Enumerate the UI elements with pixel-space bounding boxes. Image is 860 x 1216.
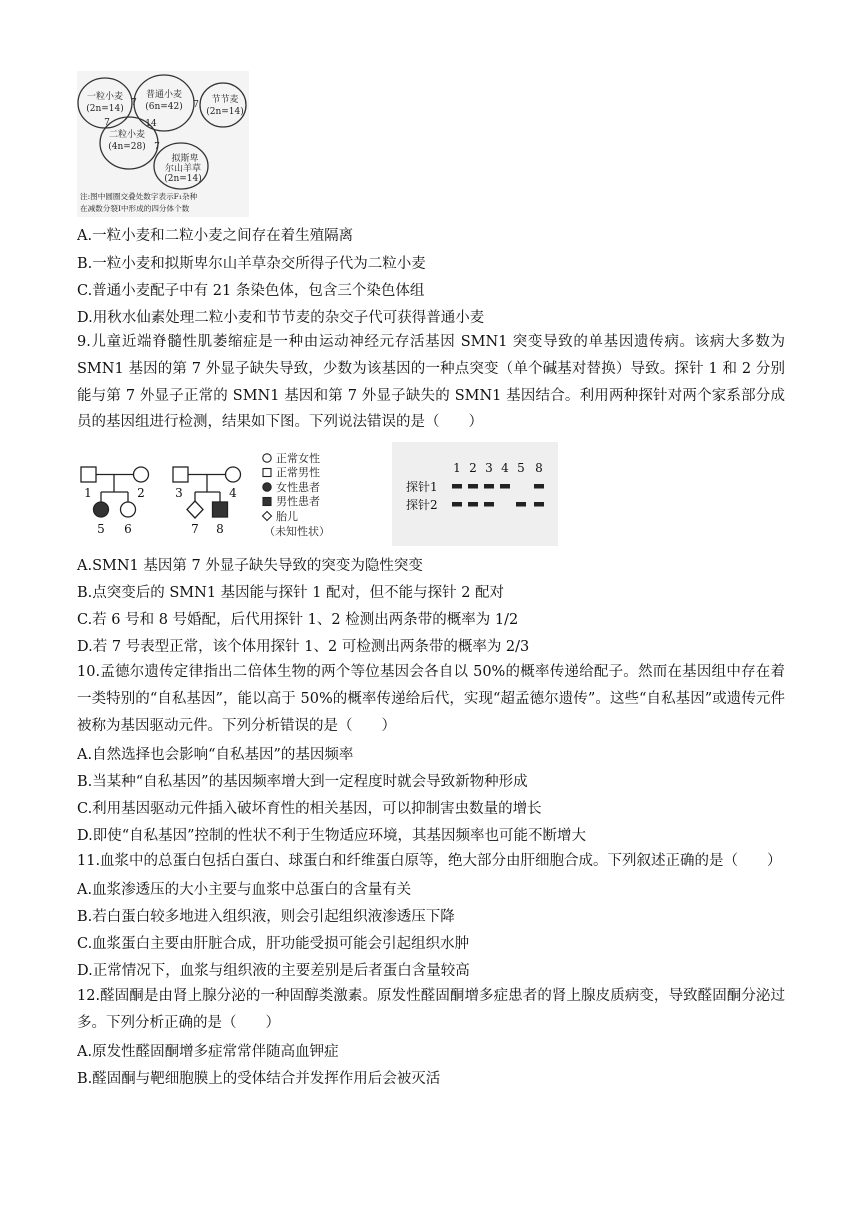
circle-formula-common-wheat: (6n=42) bbox=[145, 102, 183, 112]
circle-label-speltoides: 拟斯卑 bbox=[171, 154, 199, 164]
gel-row-label-probe1: 探针1 bbox=[406, 480, 438, 494]
normal-female-symbol bbox=[263, 454, 271, 462]
affected-male-symbol bbox=[263, 498, 271, 506]
overlap-number: 7 bbox=[193, 100, 199, 110]
figure-note-line1: 注:图中圆圈交叠处数字表示F₁杂种 bbox=[80, 192, 198, 201]
gel-band bbox=[516, 502, 526, 507]
gel-band bbox=[452, 502, 462, 507]
q12-option-b: B.醛固酮与靶细胞膜上的受体结合并发挥作用后会被灭活 bbox=[77, 1071, 441, 1087]
circle-label-goatgrass: 节节麦 bbox=[211, 95, 239, 105]
wheat-relationship-figure bbox=[77, 71, 249, 217]
gel-band bbox=[468, 502, 478, 507]
q12-stem: 12.醛固酮是由肾上腺分泌的一种固醇类激素。原发性醛固酮增多症患者的肾上腺皮质病变，导致醛固酮分泌过多。下列分析正确的是（ ） bbox=[77, 988, 785, 1031]
legend-affected-female: 女性患者 bbox=[276, 481, 320, 494]
affected-female-symbol bbox=[263, 483, 271, 491]
q9-option-d: D.若 7 号表型正常，该个体用探针 1、2 可检测出两条带的概率为 2/3 bbox=[77, 639, 530, 655]
q11-option-b: B.若白蛋白较多地进入组织液，则会引起组织液渗透压下降 bbox=[77, 909, 455, 925]
legend-fetus-note: （未知性状） bbox=[264, 525, 330, 538]
gel-row-label-probe2: 探针2 bbox=[406, 498, 438, 512]
overlap-number: 7 bbox=[154, 142, 160, 152]
gel-column-label: 5 bbox=[517, 461, 525, 475]
pedigree-number: 7 bbox=[191, 522, 199, 536]
pedigree-number: 8 bbox=[216, 522, 224, 536]
normal-male-symbol bbox=[263, 469, 271, 477]
circle-label-einkorn: 一粒小麦 bbox=[86, 92, 124, 102]
q9-option-c: C.若 6 号和 8 号婚配，后代用探针 1、2 检测出两条带的概率为 1/2 bbox=[77, 612, 519, 628]
gel-column-label: 2 bbox=[469, 461, 477, 475]
q11-option-d: D.正常情况下，血浆与组织液的主要差别是后者蛋白含量较高 bbox=[77, 963, 470, 979]
q10-option-a: A.自然选择也会影响“自私基因”的基因频率 bbox=[77, 747, 354, 763]
q8-option-c: C.普通小麦配子中有 21 条染色体，包含三个染色体组 bbox=[77, 283, 425, 299]
q8-option-b: B.一粒小麦和拟斯卑尔山羊草杂交所得子代为二粒小麦 bbox=[77, 256, 426, 272]
gel-bands bbox=[452, 484, 544, 507]
gel-band bbox=[534, 484, 544, 489]
fetus-symbol bbox=[263, 512, 272, 521]
circle-formula-einkorn: (2n=14) bbox=[86, 104, 124, 114]
pedigree-and-gel-figure bbox=[77, 440, 561, 548]
q10-option-d: D.即使“自私基因”控制的性状不利于生物适应环境，其基因频率也可能不断增大 bbox=[77, 828, 587, 844]
figure-note-line2: 在减数分裂Ⅰ中形成的四分体个数 bbox=[80, 204, 190, 213]
pedigree-number: 3 bbox=[175, 486, 183, 500]
pedigree-number: 6 bbox=[124, 522, 132, 536]
q10-option-b: B.当某种“自私基因”的基因频率增大到一定程度时就会导致新物种形成 bbox=[77, 774, 528, 790]
circle-label-common-wheat: 普通小麦 bbox=[145, 90, 183, 100]
q11-option-c: C.血浆蛋白主要由肝脏合成，肝功能受损可能会引起组织水肿 bbox=[77, 936, 470, 952]
q11-stem: 11.血浆中的总蛋白包括白蛋白、球蛋白和纤维蛋白原等，绝大部分由肝细胞合成。下列叙述正确的是（ ） bbox=[77, 853, 782, 869]
q10-stem: 10.孟德尔遗传定律指出二倍体生物的两个等位基因会各自以 50%的概率传递给配子。然而在基因组中存在着一类特别的“自私基因”，能以高于 50%的概率传递给后代，实现“超孟德尔遗传”。这些“自私基因”或遗传元件被称为基因驱动元件。下列分析错误的是（ ） bbox=[77, 664, 785, 734]
legend-fetus: 胎儿 bbox=[276, 510, 298, 523]
gel-band bbox=[484, 502, 494, 507]
legend-affected-male: 男性患者 bbox=[276, 495, 320, 508]
q9-stem: 9.儿童近端脊髓性肌萎缩症是一种由运动神经元存活基因 SMN1 突变导致的单基因遗传病。该病大多数为 SMN1 基因的第 7 外显子缺失导致，少数为该基因的一种点突变（单个碱基对替换）导致。探针 1 和 2 分别能与第 7 外显子正常的 SMN1 基因和第 7 外显子缺失的 SMN1 基因结合。利用两种探针对两个家系部分成员的基因组进行检测，结果如下图。下列说法错误的是（ ） bbox=[77, 334, 785, 431]
circle-label-speltoides-2: 尔山羊草 bbox=[164, 164, 202, 174]
overlap-number: 7 bbox=[104, 118, 110, 128]
circle-formula-goatgrass: (2n=14) bbox=[206, 107, 244, 117]
gel-band bbox=[534, 502, 544, 507]
q9-option-a: A.SMN1 基因第 7 外显子缺失导致的突变为隐性突变 bbox=[77, 558, 423, 574]
gel-band bbox=[484, 484, 494, 489]
q10-option-c: C.利用基因驱动元件插入破坏育性的相关基因，可以抑制害虫数量的增长 bbox=[77, 801, 542, 817]
q9-option-b: B.点突变后的 SMN1 基因能与探针 1 配对，但不能与探针 2 配对 bbox=[77, 585, 505, 601]
circle-label-emmer: 二粒小麦 bbox=[108, 130, 146, 140]
overlap-number: 7 bbox=[131, 98, 137, 108]
gel-band bbox=[500, 484, 510, 489]
legend-normal-female: 正常女性 bbox=[276, 452, 320, 465]
pedigree-number: 2 bbox=[137, 486, 145, 500]
q8-option-d: D.用秋水仙素处理二粒小麦和节节麦的杂交子代可获得普通小麦 bbox=[77, 310, 485, 326]
pedigree-number: 1 bbox=[84, 486, 92, 500]
q12-option-a: A.原发性醛固酮增多症常常伴随高血钾症 bbox=[77, 1044, 339, 1060]
gel-column-label: 4 bbox=[501, 461, 509, 475]
gel-band bbox=[468, 484, 478, 489]
circle-formula-speltoides: (2n=14) bbox=[164, 174, 202, 184]
gel-band bbox=[452, 484, 462, 489]
circle-formula-emmer: (4n=28) bbox=[108, 142, 146, 152]
pedigree-number: 4 bbox=[229, 486, 237, 500]
q8-option-a: A.一粒小麦和二粒小麦之间存在着生殖隔离 bbox=[77, 228, 354, 244]
pedigree-number: 5 bbox=[97, 522, 105, 536]
overlap-number: 14 bbox=[145, 119, 157, 129]
legend-normal-male: 正常男性 bbox=[276, 466, 320, 479]
gel-column-label: 3 bbox=[485, 461, 493, 475]
gel-column-label: 1 bbox=[453, 461, 461, 475]
q11-option-a: A.血浆渗透压的大小主要与血浆中总蛋白的含量有关 bbox=[77, 882, 412, 898]
gel-column-label: 8 bbox=[535, 461, 543, 475]
